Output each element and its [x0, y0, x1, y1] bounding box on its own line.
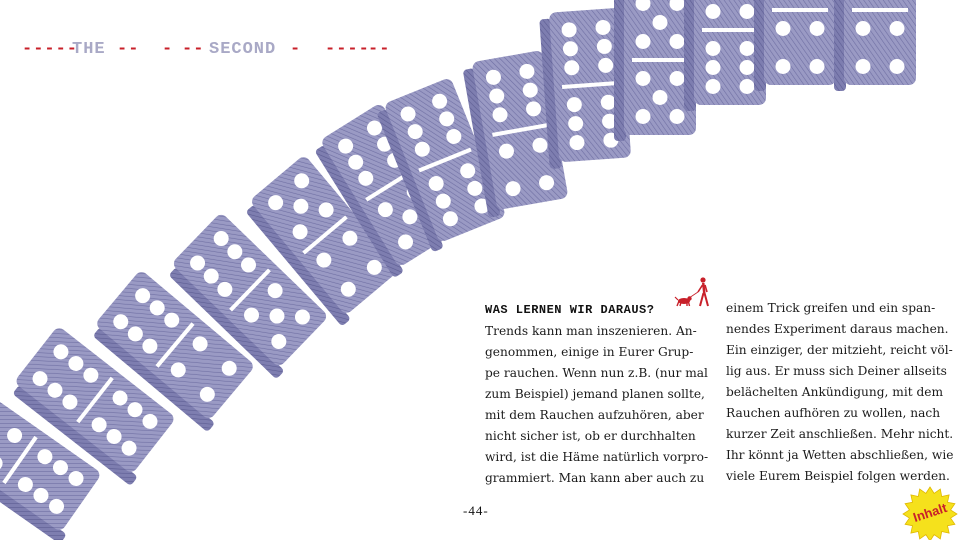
text-line: einem Trick greifen und ein span- — [726, 301, 936, 315]
article-heading: WAS LERNEN WIR DARAUS? — [485, 303, 655, 317]
article-column-2 — [726, 298, 954, 487]
page-number: -44- — [463, 503, 489, 518]
header-segment: THE — [72, 40, 106, 59]
text-line: Rauchen aufhören zu wollen, nach — [726, 406, 941, 420]
text-line: kurzer Zeit anschließen. Mehr nicht. — [726, 427, 954, 441]
domino-tile — [754, 0, 836, 91]
text-line: Ihr könnt ja Wetten abschließen, wie — [726, 448, 954, 462]
header-segment: -- — [117, 40, 140, 59]
text-line: nicht sicher ist, ob er durchhalten — [485, 429, 696, 443]
text-line: Trends kann man inszenieren. An- — [485, 324, 697, 338]
text-line: viele Eurem Beispiel folgen werden. — [726, 469, 950, 483]
text-line: nendes Experiment daraus machen. — [726, 322, 949, 336]
inhalt-button[interactable] — [902, 486, 958, 540]
text-line: wird, ist die Häme natürlich vorpro- — [485, 450, 709, 464]
text-line: belächelten Ankündigung, mit dem — [726, 385, 944, 399]
domino-tile — [834, 0, 916, 91]
header-segment: ---- — [325, 40, 370, 59]
header-segment: ----- — [22, 40, 79, 59]
walking-man-with-dog-icon — [673, 276, 713, 310]
header-segment: -- — [368, 40, 391, 59]
header-segment: -- — [182, 40, 205, 59]
header-segment: SECOND — [209, 40, 277, 59]
header-segment: - — [162, 40, 174, 59]
domino-tile — [614, 0, 696, 141]
inhalt-label: Inhalt — [911, 500, 949, 525]
text-line: genommen, einige in Eurer Grup- — [485, 345, 694, 359]
text-line: zum Beispiel) jemand planen sollte, — [485, 387, 705, 401]
text-line: grammiert. Man kann aber auch zu — [485, 471, 705, 485]
article-column-1 — [485, 300, 709, 489]
text-line: lig aus. Er muss sich Deiner allseits — [726, 364, 947, 378]
header-segment: - — [290, 40, 302, 59]
domino-tile — [684, 0, 766, 111]
text-line: pe rauchen. Wenn nun z.B. (nur mal — [485, 366, 708, 380]
text-line: mit dem Rauchen aufzuhören, aber — [485, 408, 704, 422]
text-line: Ein einziger, der mitzieht, reicht völ- — [726, 343, 953, 357]
